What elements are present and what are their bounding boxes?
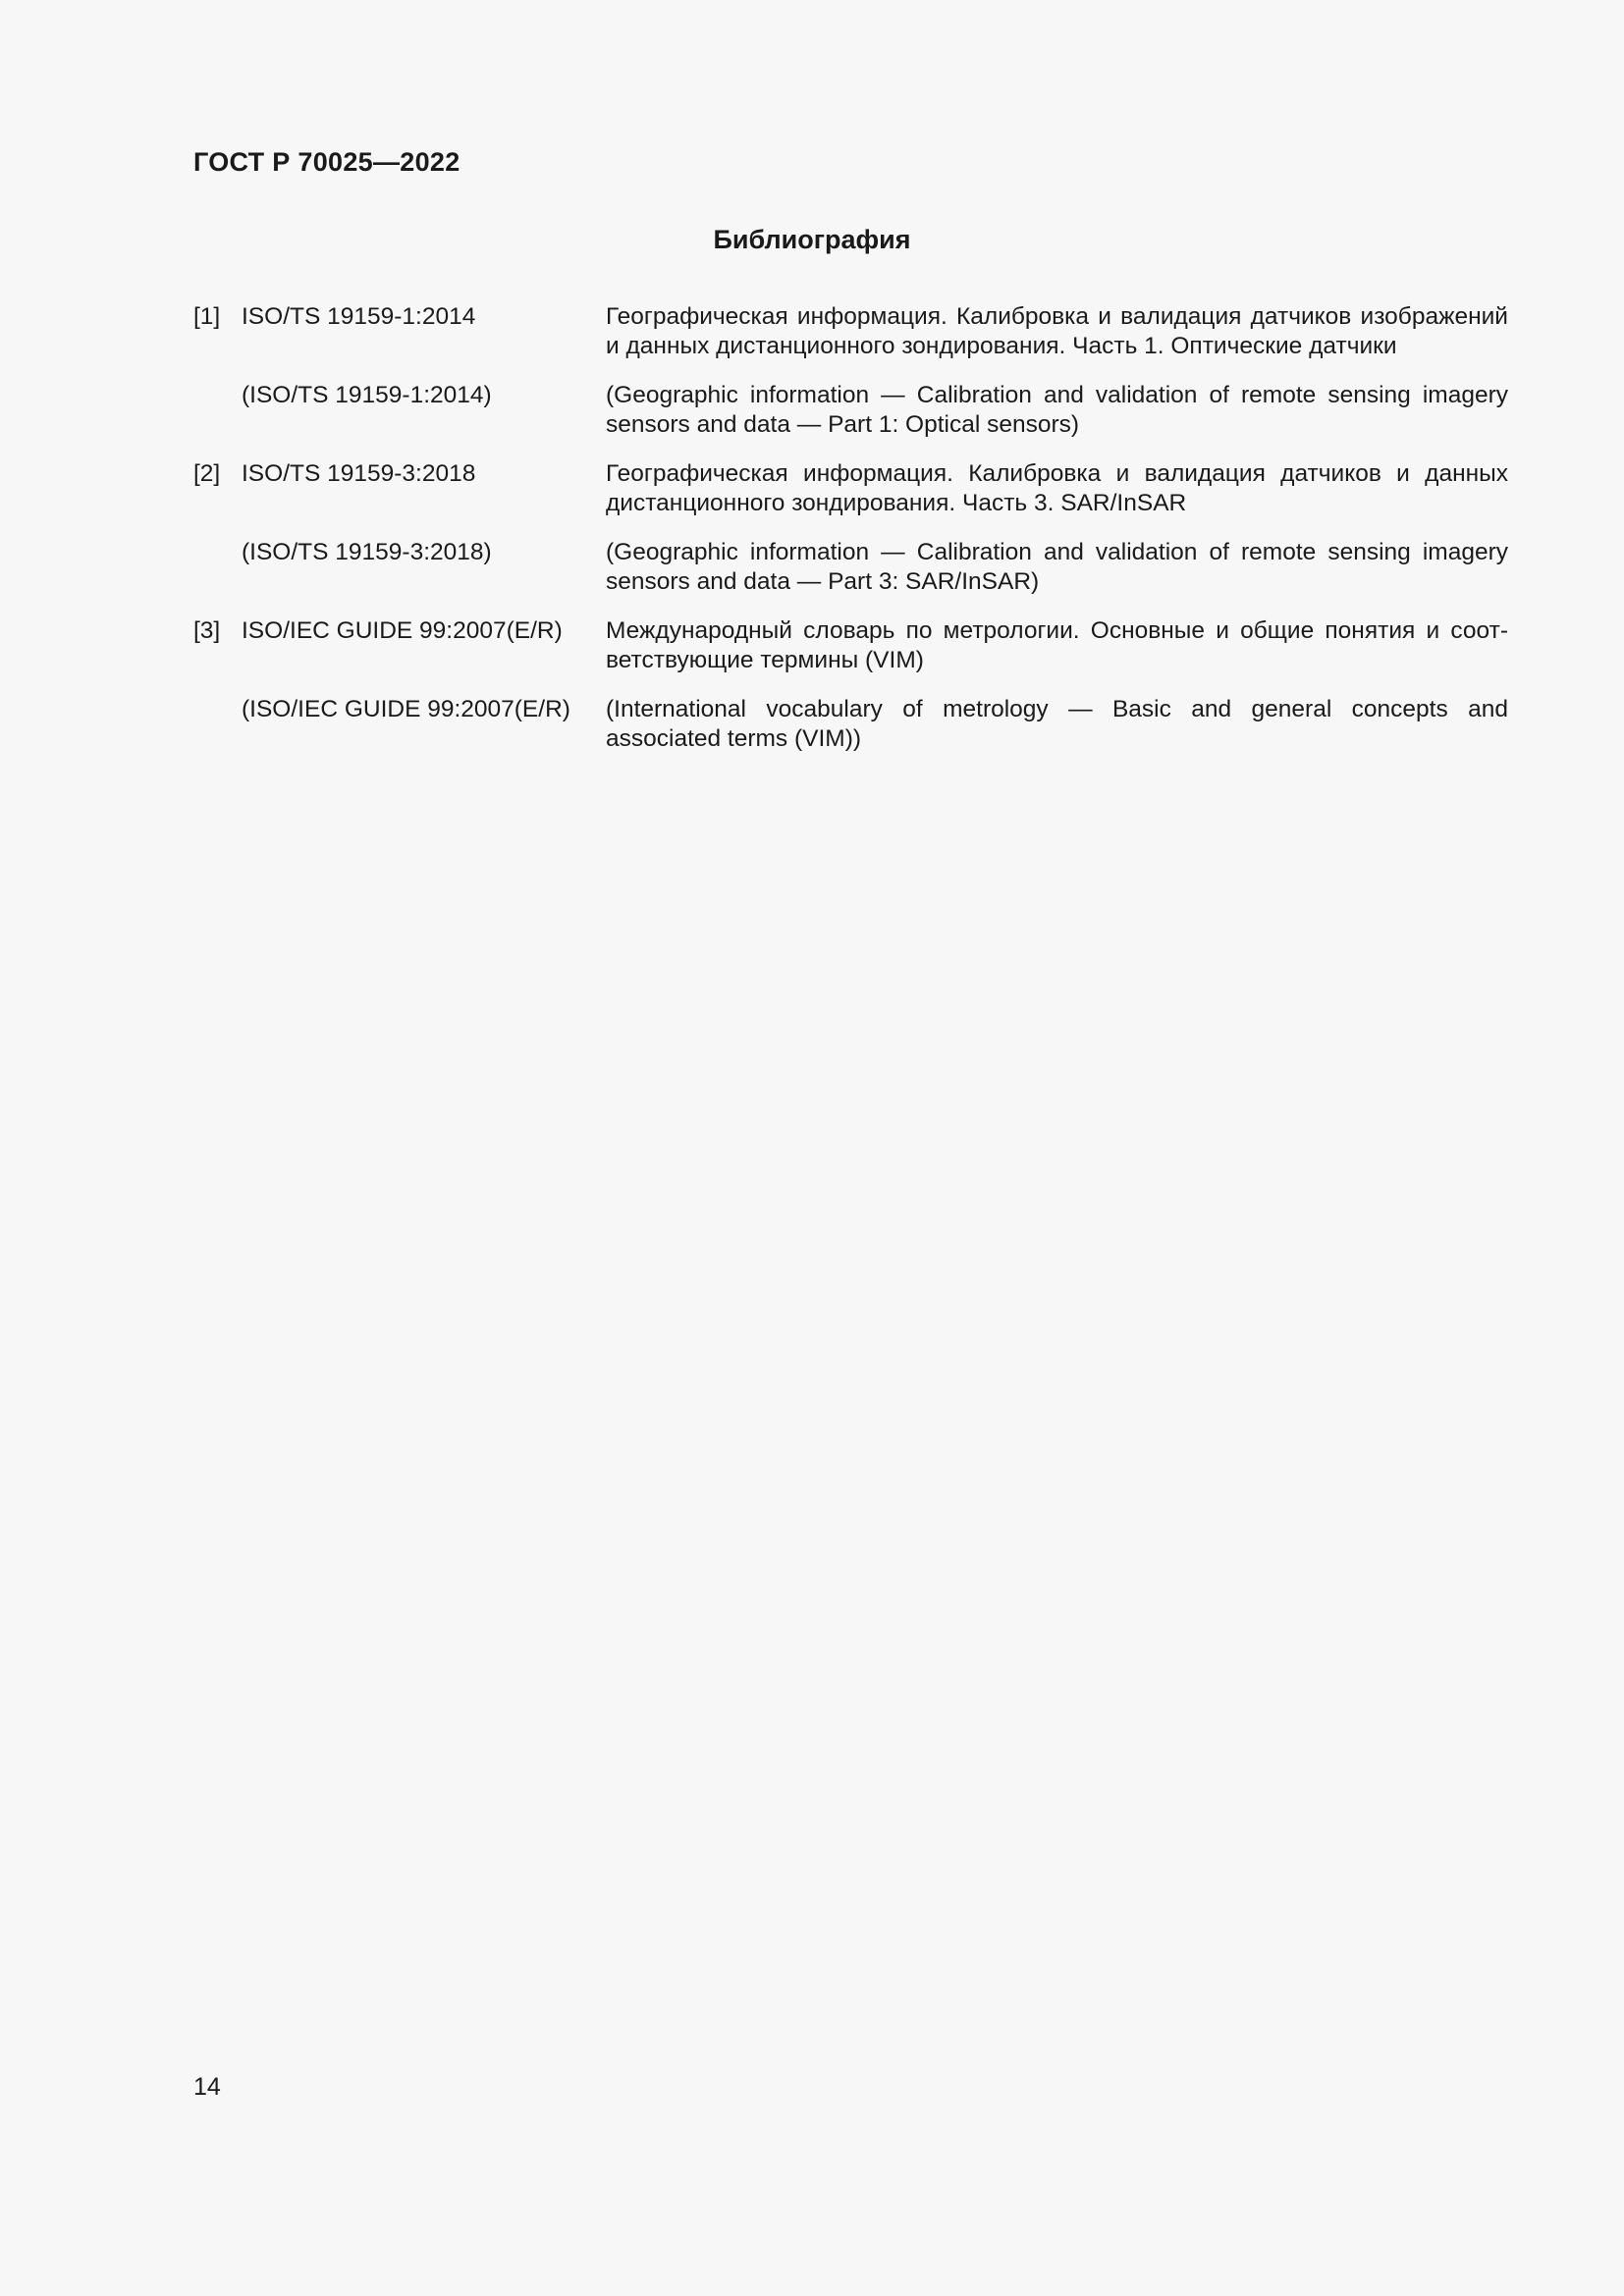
entry-reference-original: (ISO/TS 19159-3:2018)	[242, 539, 492, 565]
entry-description-original: (Geographic information — Calibration and validation of remote sensing imagery sensors and data — Part 3: SAR/InSAR)	[606, 539, 1508, 595]
bibliography-entry-original	[193, 381, 1508, 440]
entry-description-original: (Geographic information — Calibration and validation of remote sensing imagery sensors and data — Part 1: Optical sensors)	[606, 382, 1508, 438]
bibliography-entry	[193, 302, 1508, 361]
section-title: Библиография	[713, 225, 911, 254]
entry-reference: ISO/TS 19159-1:2014	[242, 303, 476, 330]
page-number: 14	[193, 2073, 221, 2101]
entry-reference: ISO/IEC GUIDE 99:2007(E/R)	[242, 617, 563, 644]
bibliography-list	[193, 302, 1508, 774]
document-code: ГОСТ Р 70025—2022	[193, 147, 460, 177]
entry-description-original: (International vocabulary of metrology — Basic and general concepts and associated terms (VIM))	[606, 696, 1508, 752]
entry-reference: ISO/TS 19159-3:2018	[242, 460, 476, 487]
entry-reference-original: (ISO/IEC GUIDE 99:2007(E/R)	[242, 696, 570, 722]
entry-number: [1]	[193, 303, 221, 330]
entry-description: Международный словарь по метрологии. Основные и общие понятия и соответствующие термины (VIM)	[606, 617, 1508, 673]
entry-description: Географическая информация. Калибровка и валидация датчиков изображений и данных дистанционного зондирования. Часть 1. Оптические датчики	[606, 303, 1508, 359]
entry-reference-original: (ISO/TS 19159-1:2014)	[242, 382, 492, 408]
entry-number: [2]	[193, 460, 221, 487]
bibliography-entry	[193, 616, 1508, 675]
bibliography-entry	[193, 459, 1508, 518]
bibliography-entry-original	[193, 695, 1508, 754]
entry-description: Географическая информация. Калибровка и валидация датчиков и данных дистанционного зондирования. Часть 3. SAR/InSAR	[606, 460, 1508, 516]
entry-number: [3]	[193, 617, 221, 644]
bibliography-entry-original	[193, 538, 1508, 597]
